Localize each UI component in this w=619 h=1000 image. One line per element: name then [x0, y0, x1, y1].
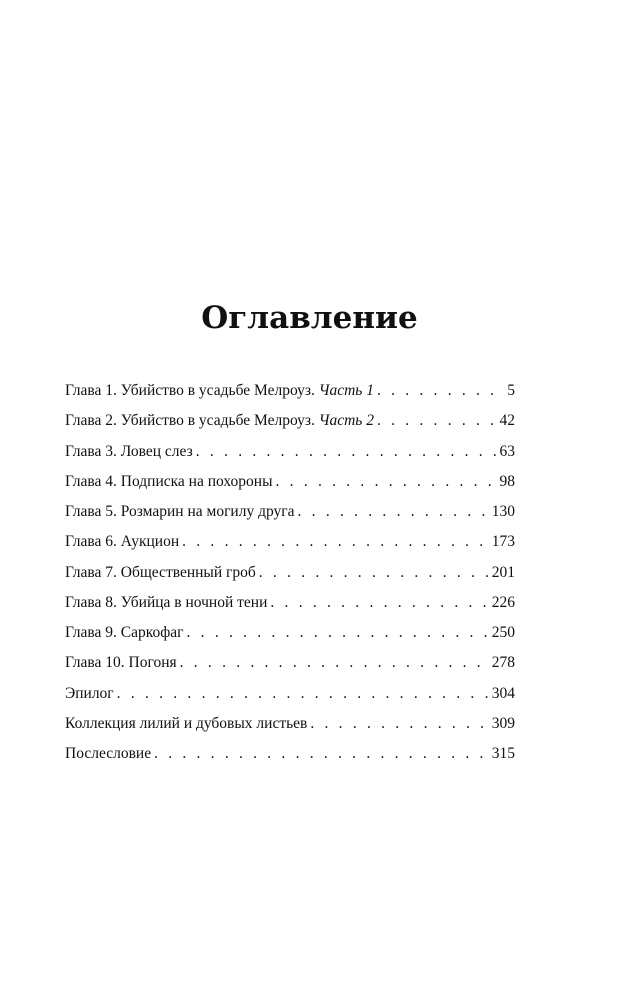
toc-list [65, 376, 515, 769]
toc-entry-label: Глава 4. Подписка на похороны [65, 472, 273, 490]
toc-entry-page: 315 [491, 745, 515, 762]
toc-entry-label-text: Глава 1. Убийство в усадьбе Мелроуз. [65, 382, 319, 399]
toc-entry-page: 98 [499, 472, 515, 490]
toc-entry[interactable] [65, 406, 515, 436]
toc-entry-page: 130 [491, 503, 515, 520]
toc-entry[interactable] [65, 648, 515, 678]
toc-entry-label-italic: Часть 2 [318, 412, 374, 430]
toc-entry[interactable] [65, 376, 515, 406]
toc-entry-label-text: Глава 2. Убийство в усадьбе Мелроуз. [65, 412, 319, 430]
toc-entry-label [65, 406, 374, 436]
toc-entry-label: Эпилог [65, 684, 114, 702]
toc-entry-label: Коллекция лилий и дубовых листьев [65, 714, 308, 732]
toc-entry[interactable] [65, 437, 515, 467]
dot-leader [196, 437, 496, 467]
toc-entry[interactable] [65, 558, 515, 588]
dot-leader [310, 709, 487, 739]
toc-entry-label-italic: Часть 1 [318, 382, 374, 399]
dot-leader [154, 739, 488, 769]
toc-entry-page: 250 [491, 624, 515, 641]
toc-entry-page: 226 [491, 593, 515, 611]
toc-entry-label [65, 376, 374, 406]
dot-leader [276, 467, 496, 497]
toc-entry-label: Послесловие [65, 745, 152, 762]
toc-entry-page: 5 [507, 382, 515, 399]
toc-entry[interactable] [65, 527, 515, 557]
toc-entry-page: 278 [491, 654, 515, 672]
toc-title: Оглавление [201, 300, 418, 336]
dot-leader [377, 406, 496, 436]
dot-leader [270, 588, 487, 618]
toc-entry-label: Глава 3. Ловец слез [65, 442, 193, 460]
dot-leader [298, 497, 488, 527]
toc-entry-label: Глава 10. Погоня [65, 654, 177, 672]
toc-entry[interactable] [65, 618, 515, 648]
toc-entry-page: 173 [491, 533, 515, 551]
toc-entry[interactable] [65, 467, 515, 497]
toc-entry-label: Глава 5. Розмарин на могилу друга [65, 503, 295, 520]
toc-entry-page: 309 [491, 714, 515, 732]
dot-leader [180, 648, 488, 678]
toc-entry-label: Глава 9. Саркофаг [65, 624, 184, 641]
toc-entry-page: 63 [499, 442, 515, 460]
dot-leader [377, 376, 503, 406]
toc-entry-label: Глава 7. Общественный гроб [65, 563, 256, 581]
toc-entry[interactable] [65, 709, 515, 739]
toc-entry[interactable] [65, 497, 515, 527]
dot-leader [187, 618, 488, 648]
toc-entry[interactable] [65, 739, 515, 769]
dot-leader [259, 558, 488, 588]
toc-entry-label: Глава 8. Убийца в ночной тени [65, 593, 268, 611]
dot-leader [117, 679, 488, 709]
toc-entry-label: Глава 6. Аукцион [65, 533, 180, 551]
toc-entry[interactable] [65, 679, 515, 709]
dot-leader [182, 527, 488, 557]
toc-entry[interactable] [65, 588, 515, 618]
toc-entry-page: 304 [491, 684, 515, 702]
toc-entry-page: 201 [491, 563, 515, 581]
toc-entry-page: 42 [499, 412, 515, 430]
